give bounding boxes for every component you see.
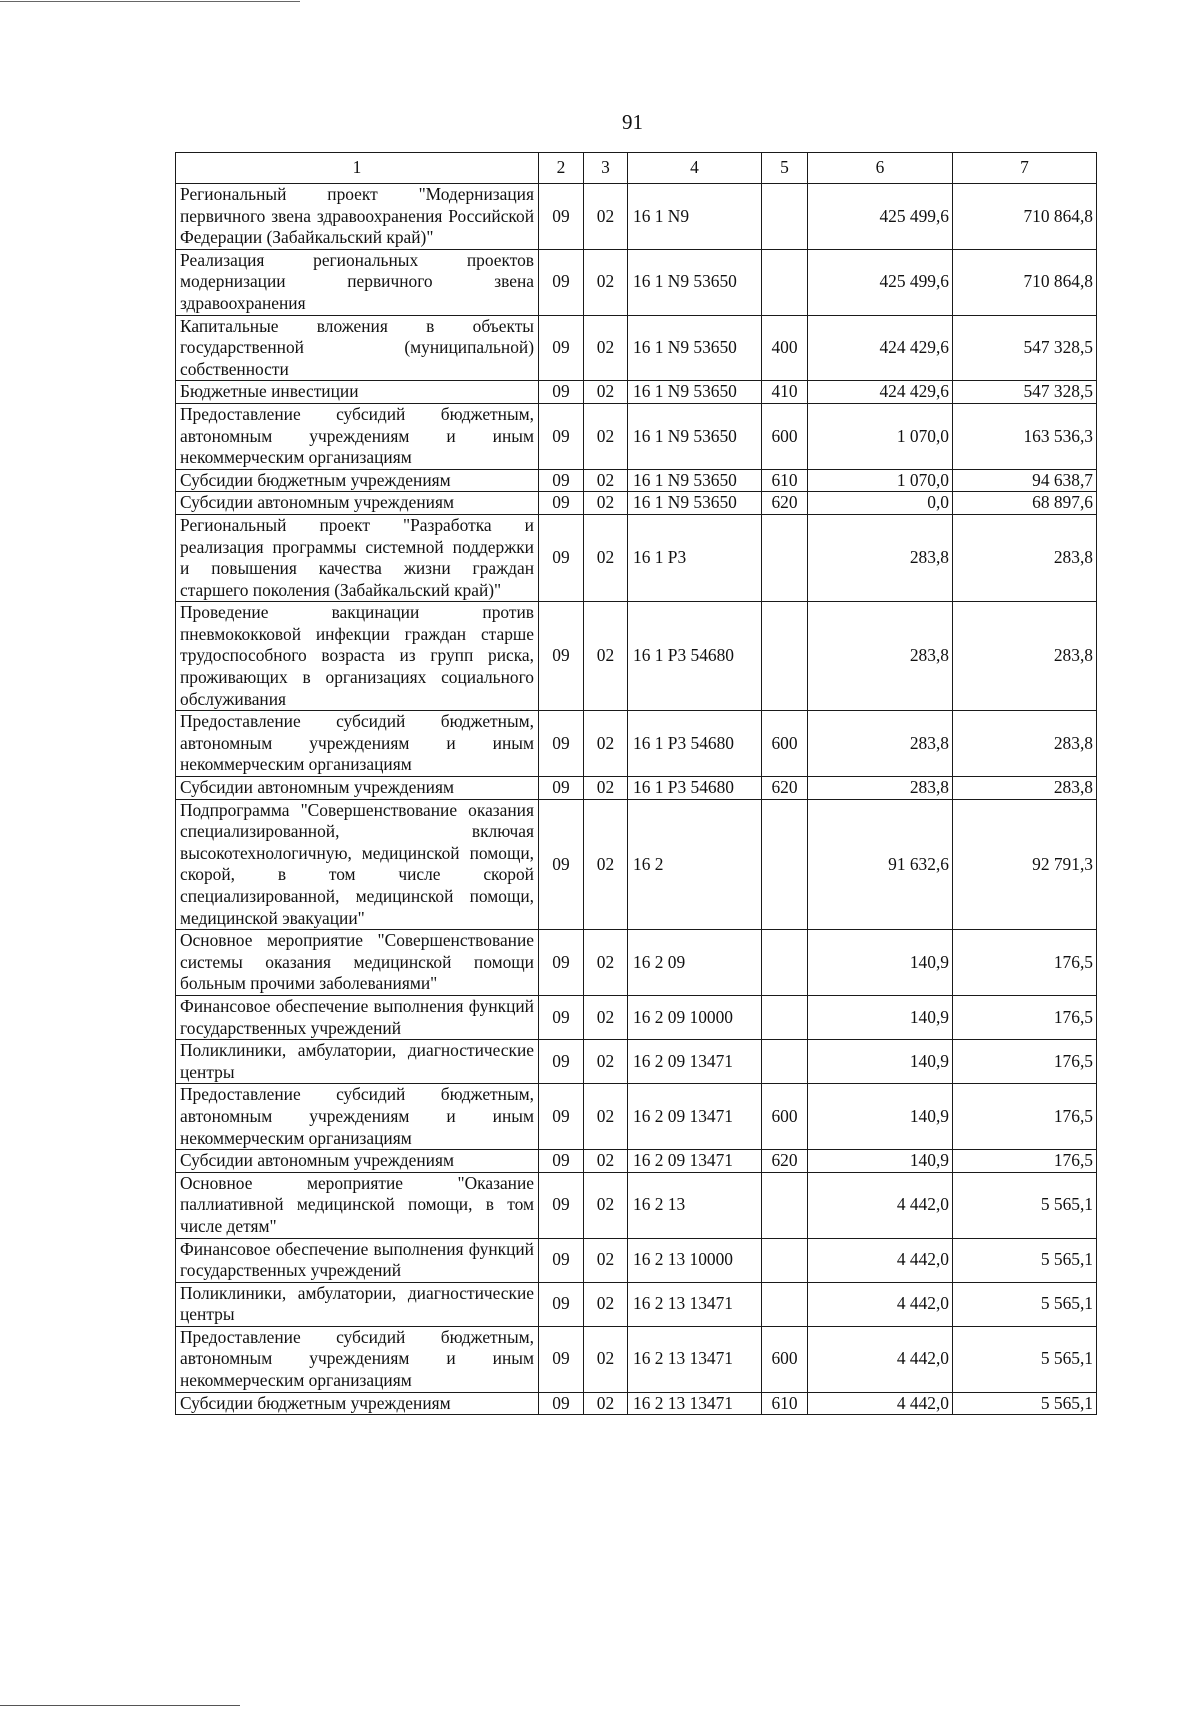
subsection-code-cell: 02 [584, 381, 628, 404]
expense-type-code-cell [762, 184, 808, 250]
table-row [176, 381, 1097, 404]
amount-year2-cell: 176,5 [953, 1150, 1097, 1173]
amount-year1-cell: 91 632,6 [808, 799, 953, 930]
item-name-cell: Региональный проект "Разработка и реализация программы системной поддержки и повышения качества жизни граждан старшего поколения (Забайкальский край)" [176, 514, 539, 601]
amount-year2-cell: 5 565,1 [953, 1392, 1097, 1415]
target-item-code-cell: 16 1 N9 53650 [628, 249, 762, 315]
amount-year2-cell: 547 328,5 [953, 381, 1097, 404]
target-item-code-cell: 16 1 N9 53650 [628, 492, 762, 515]
table-row [176, 469, 1097, 492]
item-name-cell: Предоставление субсидий бюджетным, автономным учреждениям и иным некоммерческим организациям [176, 1326, 539, 1392]
expense-type-code-cell: 600 [762, 711, 808, 777]
section-code-cell: 09 [539, 315, 584, 381]
table-row [176, 799, 1097, 930]
column-header: 5 [762, 153, 808, 184]
subsection-code-cell: 02 [584, 469, 628, 492]
subsection-code-cell: 02 [584, 930, 628, 996]
target-item-code-cell: 16 2 13 13471 [628, 1326, 762, 1392]
amount-year1-cell: 283,8 [808, 602, 953, 711]
table-row [176, 315, 1097, 381]
amount-year2-cell: 5 565,1 [953, 1238, 1097, 1282]
section-code-cell: 09 [539, 1326, 584, 1392]
scan-edge-line [0, 1705, 240, 1706]
section-code-cell: 09 [539, 799, 584, 930]
target-item-code-cell: 16 1 N9 53650 [628, 469, 762, 492]
expense-type-code-cell [762, 995, 808, 1039]
target-item-code-cell: 16 1 P3 54680 [628, 711, 762, 777]
target-item-code-cell: 16 2 13 [628, 1172, 762, 1238]
table-body [176, 184, 1097, 1415]
section-code-cell: 09 [539, 711, 584, 777]
table-row [176, 711, 1097, 777]
amount-year1-cell: 0,0 [808, 492, 953, 515]
item-name-cell: Региональный проект "Модернизация первичного звена здравоохранения Российской Федерации (Забайкальский край)" [176, 184, 539, 250]
expense-type-code-cell [762, 602, 808, 711]
target-item-code-cell: 16 1 P3 [628, 514, 762, 601]
amount-year2-cell: 176,5 [953, 1040, 1097, 1084]
expense-type-code-cell: 620 [762, 1150, 808, 1173]
item-name-cell: Подпрограмма "Совершенствование оказания специализированной, включая высокотехнологичную, медицинской помощи, скорой, в том числе скорой специализированной, медицинской помощи, медицинской эвакуации" [176, 799, 539, 930]
amount-year2-cell: 163 536,3 [953, 403, 1097, 469]
amount-year1-cell: 4 442,0 [808, 1392, 953, 1415]
amount-year2-cell: 710 864,8 [953, 249, 1097, 315]
subsection-code-cell: 02 [584, 1326, 628, 1392]
section-code-cell: 09 [539, 492, 584, 515]
section-code-cell: 09 [539, 1040, 584, 1084]
amount-year1-cell: 140,9 [808, 995, 953, 1039]
column-header: 6 [808, 153, 953, 184]
amount-year1-cell: 283,8 [808, 711, 953, 777]
subsection-code-cell: 02 [584, 777, 628, 800]
amount-year1-cell: 424 429,6 [808, 381, 953, 404]
amount-year1-cell: 283,8 [808, 777, 953, 800]
table-row [176, 249, 1097, 315]
expense-type-code-cell: 610 [762, 1392, 808, 1415]
section-code-cell: 09 [539, 1150, 584, 1173]
section-code-cell: 09 [539, 403, 584, 469]
amount-year1-cell: 4 442,0 [808, 1238, 953, 1282]
amount-year2-cell: 5 565,1 [953, 1326, 1097, 1392]
section-code-cell: 09 [539, 469, 584, 492]
expense-type-code-cell: 600 [762, 1326, 808, 1392]
item-name-cell: Капитальные вложения в объекты государственной (муниципальной) собственности [176, 315, 539, 381]
target-item-code-cell: 16 1 P3 54680 [628, 602, 762, 711]
section-code-cell: 09 [539, 1084, 584, 1150]
item-name-cell: Поликлиники, амбулатории, диагностические центры [176, 1040, 539, 1084]
section-code-cell: 09 [539, 184, 584, 250]
section-code-cell: 09 [539, 1392, 584, 1415]
item-name-cell: Финансовое обеспечение выполнения функций государственных учреждений [176, 995, 539, 1039]
item-name-cell: Предоставление субсидий бюджетным, автономным учреждениям и иным некоммерческим организациям [176, 1084, 539, 1150]
item-name-cell: Предоставление субсидий бюджетным, автономным учреждениям и иным некоммерческим организациям [176, 711, 539, 777]
expense-type-code-cell: 620 [762, 492, 808, 515]
amount-year1-cell: 283,8 [808, 514, 953, 601]
target-item-code-cell: 16 2 13 13471 [628, 1282, 762, 1326]
amount-year2-cell: 176,5 [953, 995, 1097, 1039]
target-item-code-cell: 16 1 N9 [628, 184, 762, 250]
target-item-code-cell: 16 2 13 10000 [628, 1238, 762, 1282]
amount-year1-cell: 1 070,0 [808, 403, 953, 469]
section-code-cell: 09 [539, 1238, 584, 1282]
subsection-code-cell: 02 [584, 995, 628, 1039]
scan-edge-line [0, 1, 300, 2]
section-code-cell: 09 [539, 1172, 584, 1238]
item-name-cell: Субсидии бюджетным учреждениям [176, 1392, 539, 1415]
table-row [176, 1172, 1097, 1238]
expense-type-code-cell: 610 [762, 469, 808, 492]
amount-year2-cell: 547 328,5 [953, 315, 1097, 381]
subsection-code-cell: 02 [584, 602, 628, 711]
target-item-code-cell: 16 1 N9 53650 [628, 315, 762, 381]
target-item-code-cell: 16 2 09 10000 [628, 995, 762, 1039]
amount-year2-cell: 283,8 [953, 514, 1097, 601]
section-code-cell: 09 [539, 995, 584, 1039]
subsection-code-cell: 02 [584, 1150, 628, 1173]
table-row [176, 777, 1097, 800]
section-code-cell: 09 [539, 381, 584, 404]
target-item-code-cell: 16 1 N9 53650 [628, 381, 762, 404]
table-row [176, 492, 1097, 515]
expense-type-code-cell [762, 514, 808, 601]
expense-type-code-cell [762, 1040, 808, 1084]
amount-year1-cell: 4 442,0 [808, 1282, 953, 1326]
subsection-code-cell: 02 [584, 1040, 628, 1084]
expense-type-code-cell: 620 [762, 777, 808, 800]
amount-year1-cell: 4 442,0 [808, 1326, 953, 1392]
column-header: 4 [628, 153, 762, 184]
target-item-code-cell: 16 2 09 13471 [628, 1040, 762, 1084]
amount-year2-cell: 283,8 [953, 777, 1097, 800]
table-row [176, 1150, 1097, 1173]
expense-type-code-cell [762, 799, 808, 930]
target-item-code-cell: 16 2 09 13471 [628, 1150, 762, 1173]
item-name-cell: Бюджетные инвестиции [176, 381, 539, 404]
expense-type-code-cell [762, 1238, 808, 1282]
item-name-cell: Субсидии бюджетным учреждениям [176, 469, 539, 492]
table-row [176, 602, 1097, 711]
target-item-code-cell: 16 1 N9 53650 [628, 403, 762, 469]
subsection-code-cell: 02 [584, 799, 628, 930]
table-row [176, 1238, 1097, 1282]
item-name-cell: Субсидии автономным учреждениям [176, 777, 539, 800]
item-name-cell: Основное мероприятие "Совершенствование системы оказания медицинской помощи больным прочими заболеваниями" [176, 930, 539, 996]
subsection-code-cell: 02 [584, 711, 628, 777]
section-code-cell: 09 [539, 930, 584, 996]
amount-year2-cell: 94 638,7 [953, 469, 1097, 492]
table-row [176, 1084, 1097, 1150]
section-code-cell: 09 [539, 602, 584, 711]
item-name-cell: Финансовое обеспечение выполнения функций государственных учреждений [176, 1238, 539, 1282]
target-item-code-cell: 16 2 09 [628, 930, 762, 996]
item-name-cell: Предоставление субсидий бюджетным, автономным учреждениям и иным некоммерческим организациям [176, 403, 539, 469]
table-row [176, 1326, 1097, 1392]
item-name-cell: Поликлиники, амбулатории, диагностические центры [176, 1282, 539, 1326]
expense-type-code-cell [762, 1282, 808, 1326]
amount-year1-cell: 424 429,6 [808, 315, 953, 381]
table-row [176, 184, 1097, 250]
item-name-cell: Субсидии автономным учреждениям [176, 1150, 539, 1173]
table-header-row [176, 153, 1097, 184]
expense-type-code-cell: 410 [762, 381, 808, 404]
expense-type-code-cell [762, 249, 808, 315]
section-code-cell: 09 [539, 777, 584, 800]
amount-year2-cell: 176,5 [953, 1084, 1097, 1150]
table-row [176, 1040, 1097, 1084]
amount-year2-cell: 92 791,3 [953, 799, 1097, 930]
target-item-code-cell: 16 2 [628, 799, 762, 930]
amount-year1-cell: 1 070,0 [808, 469, 953, 492]
target-item-code-cell: 16 2 09 13471 [628, 1084, 762, 1150]
amount-year1-cell: 140,9 [808, 1040, 953, 1084]
expense-type-code-cell: 600 [762, 1084, 808, 1150]
table-row [176, 514, 1097, 601]
subsection-code-cell: 02 [584, 315, 628, 381]
item-name-cell: Реализация региональных проектов модернизации первичного звена здравоохранения [176, 249, 539, 315]
column-header: 1 [176, 153, 539, 184]
column-header: 7 [953, 153, 1097, 184]
subsection-code-cell: 02 [584, 514, 628, 601]
amount-year1-cell: 140,9 [808, 1084, 953, 1150]
column-header: 3 [584, 153, 628, 184]
amount-year1-cell: 140,9 [808, 930, 953, 996]
section-code-cell: 09 [539, 249, 584, 315]
amount-year2-cell: 283,8 [953, 602, 1097, 711]
table-row [176, 1392, 1097, 1415]
expense-type-code-cell [762, 930, 808, 996]
subsection-code-cell: 02 [584, 249, 628, 315]
amount-year2-cell: 283,8 [953, 711, 1097, 777]
amount-year1-cell: 140,9 [808, 1150, 953, 1173]
table-row [176, 1282, 1097, 1326]
item-name-cell: Проведение вакцинации против пневмококковой инфекции граждан старше трудоспособного возраста из групп риска, проживающих в организациях социального обслуживания [176, 602, 539, 711]
target-item-code-cell: 16 2 13 13471 [628, 1392, 762, 1415]
section-code-cell: 09 [539, 514, 584, 601]
table-row [176, 995, 1097, 1039]
subsection-code-cell: 02 [584, 492, 628, 515]
amount-year2-cell: 68 897,6 [953, 492, 1097, 515]
table-row [176, 403, 1097, 469]
table-row [176, 930, 1097, 996]
target-item-code-cell: 16 1 P3 54680 [628, 777, 762, 800]
page-number: 91 [622, 110, 643, 134]
subsection-code-cell: 02 [584, 403, 628, 469]
expense-type-code-cell: 400 [762, 315, 808, 381]
subsection-code-cell: 02 [584, 1238, 628, 1282]
item-name-cell: Субсидии автономным учреждениям [176, 492, 539, 515]
subsection-code-cell: 02 [584, 1392, 628, 1415]
column-header: 2 [539, 153, 584, 184]
subsection-code-cell: 02 [584, 1282, 628, 1326]
amount-year2-cell: 176,5 [953, 930, 1097, 996]
item-name-cell: Основное мероприятие "Оказание паллиативной медицинской помощи, в том числе детям" [176, 1172, 539, 1238]
expense-type-code-cell: 600 [762, 403, 808, 469]
amount-year1-cell: 425 499,6 [808, 184, 953, 250]
section-code-cell: 09 [539, 1282, 584, 1326]
subsection-code-cell: 02 [584, 1172, 628, 1238]
amount-year2-cell: 5 565,1 [953, 1282, 1097, 1326]
subsection-code-cell: 02 [584, 1084, 628, 1150]
subsection-code-cell: 02 [584, 184, 628, 250]
amount-year2-cell: 710 864,8 [953, 184, 1097, 250]
amount-year1-cell: 4 442,0 [808, 1172, 953, 1238]
amount-year2-cell: 5 565,1 [953, 1172, 1097, 1238]
expense-type-code-cell [762, 1172, 808, 1238]
amount-year1-cell: 425 499,6 [808, 249, 953, 315]
budget-table [175, 152, 1097, 1415]
